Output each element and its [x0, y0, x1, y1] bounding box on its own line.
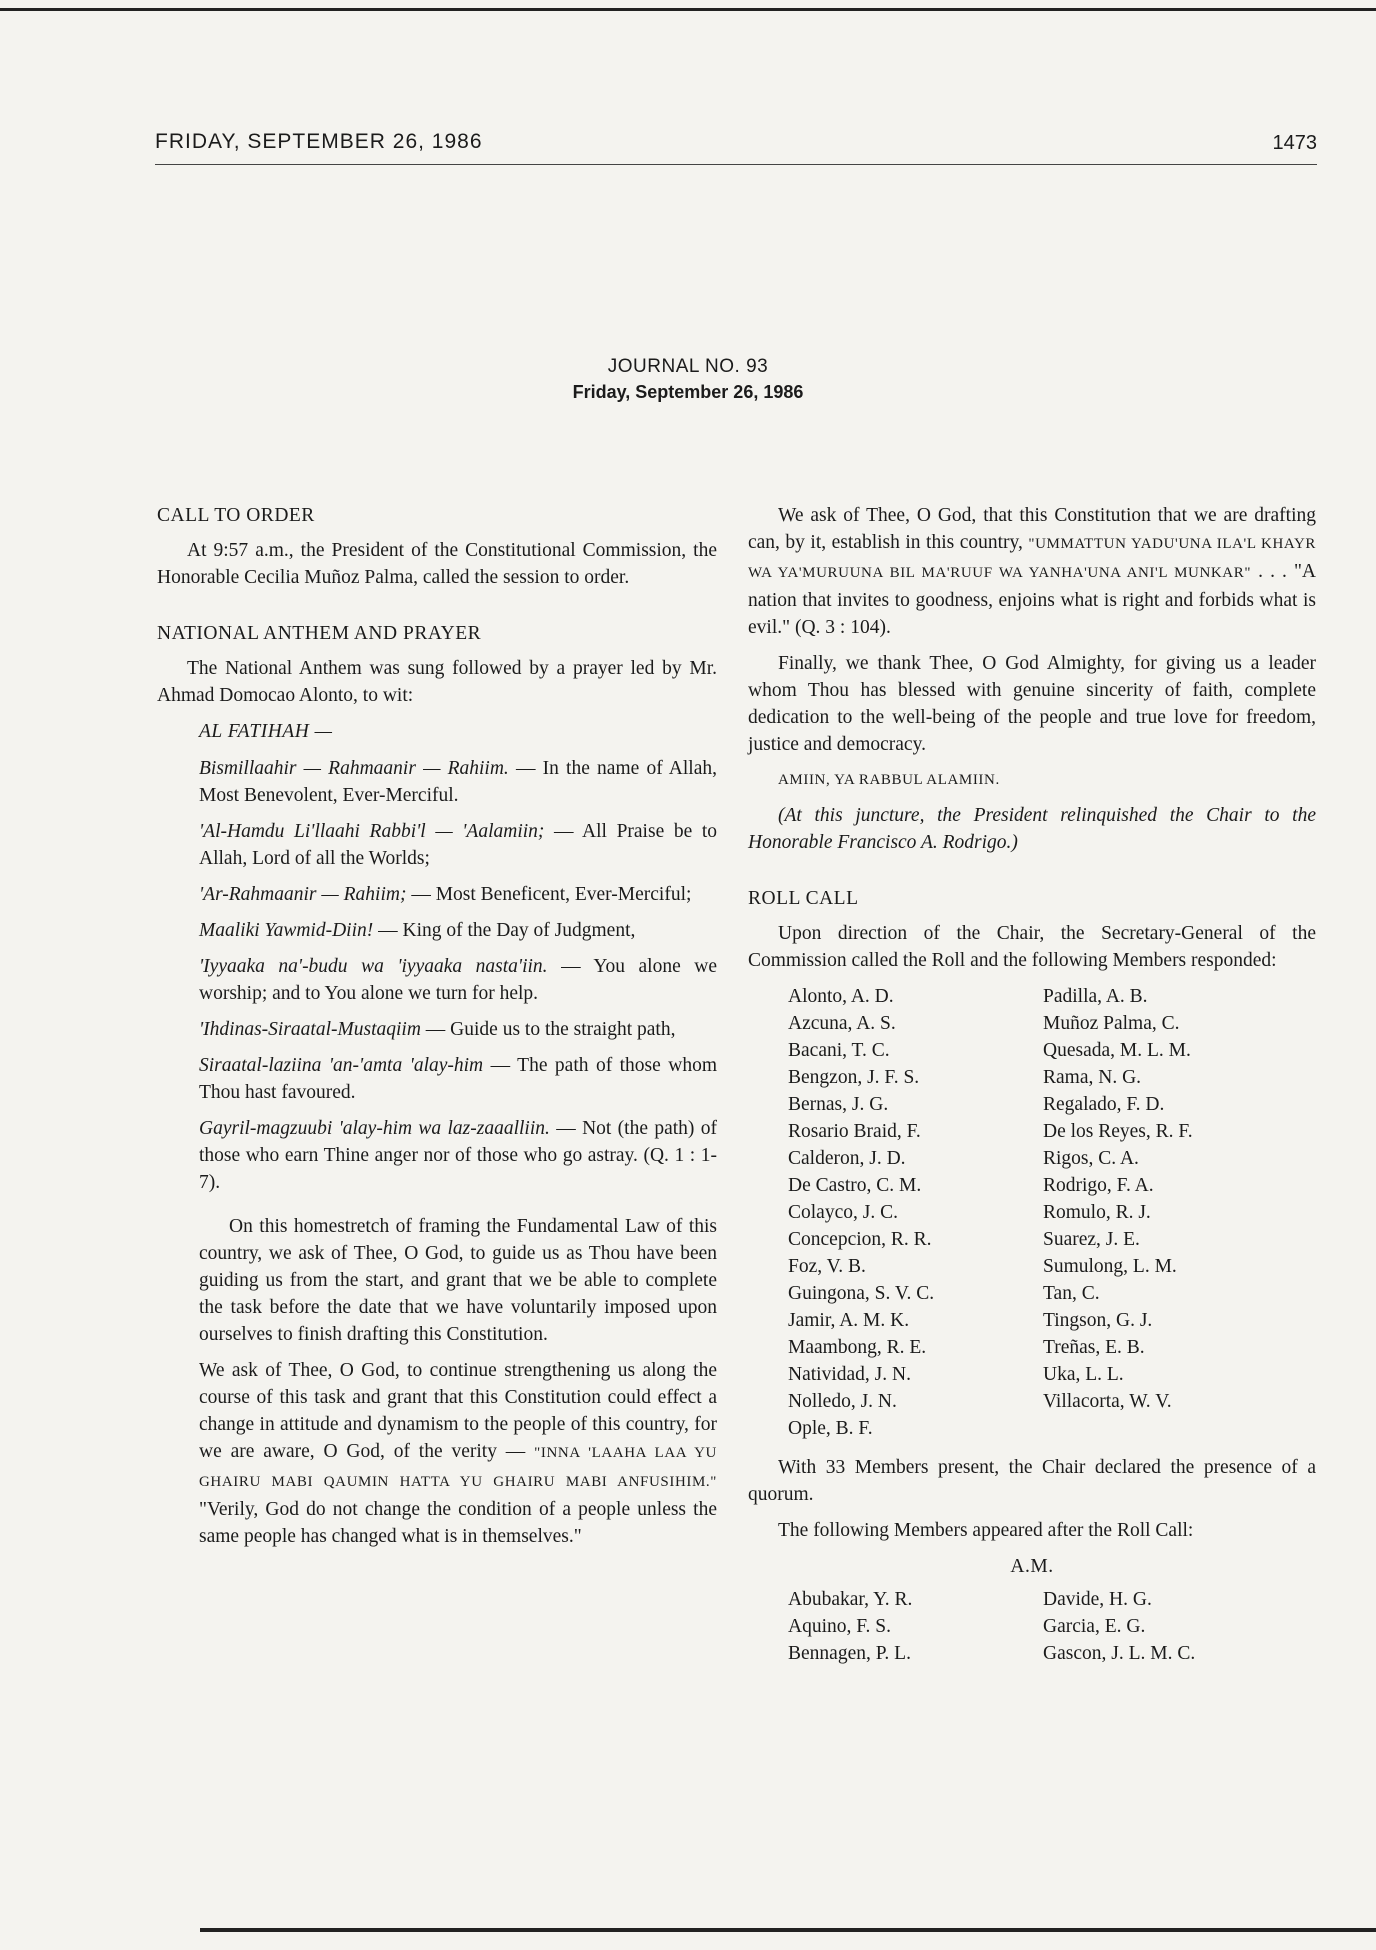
- bottom-rule: [200, 1928, 1376, 1932]
- member-name: Aquino, F. S.: [788, 1616, 892, 1637]
- prayer-paragraph: We ask of Thee, O God, to continue strengthening us along the course of this task and grant that this Constitution could effect a change in attitude and dynamism to the people of this country, for we are aware, O God, of the verity — "INNA 'LAAHA LAA YU GHAIRU MABI QAUMIN HATTA YU GHAIRU MABI ANFUSIHIM." "Verily, God do not change the condition of a people unless the same people has changed what is in themselves.": [199, 1360, 717, 1547]
- member-name: Tingson, G. J.: [1043, 1310, 1153, 1331]
- verse: Bismillaahir — Rahmaanir — Rahiim. — In the name of Allah, Most Benevolent, Ever-Merciful.: [199, 758, 717, 806]
- page-number: 1473: [1272, 132, 1317, 154]
- member-name: Abubakar, Y. R.: [788, 1589, 913, 1610]
- member-name: Rosario Braid, F.: [788, 1121, 921, 1142]
- members-column-2: [1043, 983, 1298, 1442]
- verse: 'Al-Hamdu Li'llaahi Rabbi'l — 'Aalamiin; — All Praise be to Allah, Lord of all the Worlds;: [199, 821, 717, 869]
- late-members-column-2: [1043, 1586, 1298, 1667]
- quorum-text: With 33 Members present, the Chair declared the presence of a quorum.: [748, 1457, 1316, 1505]
- member-name: Uka, L. L.: [1043, 1364, 1124, 1385]
- fatihah-title: AL FATIHAH —: [199, 721, 333, 742]
- member-name: Jamir, A. M. K.: [788, 1310, 910, 1331]
- am-heading: A.M.: [1010, 1556, 1054, 1577]
- member-name: Bennagen, P. L.: [788, 1643, 911, 1664]
- member-name: Villacorta, W. V.: [1043, 1391, 1172, 1412]
- member-name: Treñas, E. B.: [1043, 1337, 1145, 1358]
- member-name: Calderon, J. D.: [788, 1148, 906, 1169]
- member-name: Tan, C.: [1043, 1283, 1100, 1304]
- anthem-intro: The National Anthem was sung followed by a prayer led by Mr. Ahmad Domocao Alonto, to wit:: [157, 658, 717, 706]
- member-name: Foz, V. B.: [788, 1256, 866, 1277]
- roll-call-heading: ROLL CALL: [748, 888, 859, 909]
- member-name: Bernas, J. G.: [788, 1094, 889, 1115]
- call-to-order-heading: CALL TO ORDER: [157, 505, 315, 526]
- verse: Siraatal-laziina 'an-'amta 'alay-him — The path of those whom Thou hast favoured.: [199, 1055, 717, 1103]
- member-name: Alonto, A. D.: [788, 986, 894, 1007]
- top-rule: [0, 8, 1376, 11]
- member-name: Azcuna, A. S.: [788, 1013, 896, 1034]
- verse: Gayril-magzuubi 'alay-him wa laz-zaaalliin. — Not (the path) of those who earn Thine anger nor of those who go astray. (Q. 1 : 1-7).: [199, 1118, 717, 1193]
- anthem-heading: NATIONAL ANTHEM AND PRAYER: [157, 623, 482, 644]
- member-name: Maambong, R. E.: [788, 1337, 927, 1358]
- member-name: Concepcion, R. R.: [788, 1229, 932, 1250]
- member-name: Davide, H. G.: [1043, 1589, 1152, 1610]
- right-column: [748, 502, 1316, 1679]
- member-name: Bengzon, J. F. S.: [788, 1067, 920, 1088]
- member-name: Sumulong, L. M.: [1043, 1256, 1177, 1277]
- member-name: Rama, N. G.: [1043, 1067, 1142, 1088]
- member-name: Ople, B. F.: [788, 1418, 873, 1439]
- journal-number: JOURNAL NO. 93: [607, 356, 769, 377]
- running-header: [155, 130, 1317, 165]
- call-to-order-text: At 9:57 a.m., the President of the Constitutional Commission, the Honorable Cecilia Muñoz Palma, called the session to order.: [157, 540, 717, 588]
- member-name: Regalado, F. D.: [1043, 1094, 1165, 1115]
- member-name: De Castro, C. M.: [788, 1175, 922, 1196]
- member-name: Rigos, C. A.: [1043, 1148, 1139, 1169]
- prayer-paragraph: On this homestretch of framing the Fundamental Law of this country, we ask of Thee, O God, to guide us as Thou have been guiding us from the start, and grant that we be able to complete the task before the date that we have voluntarily imposed upon ourselves to finish drafting this Constitution.: [199, 1216, 717, 1345]
- late-members-column-1: [788, 1586, 1043, 1667]
- members-column-1: [788, 983, 1043, 1442]
- prayer-closing: AMIIN, YA RABBUL ALAMIIN.: [778, 772, 1000, 788]
- late-members: [788, 1586, 1316, 1667]
- member-name: Rodrigo, F. A.: [1043, 1175, 1154, 1196]
- verse: 'Ihdinas-Siraatal-Mustaqiim — Guide us to the straight path,: [199, 1019, 676, 1040]
- member-name: Bacani, T. C.: [788, 1040, 890, 1061]
- prayer-paragraph: We ask of Thee, O God, that this Constitution that we are drafting can, by it, establish in this country, "UMMATTUN YADU'UNA ILA'L KHAYR WA YA'MURUUNA BIL MA'RUUF WA YANHA'UNA ANI'L MUNKAR" . . . "A nation that invites to goodness, enjoins what is right and forbids what is evil." (Q. 3 : 104).: [748, 505, 1317, 638]
- member-name: Nolledo, J. N.: [788, 1391, 897, 1412]
- roll-call-members: [788, 983, 1316, 1442]
- member-name: Muñoz Palma, C.: [1043, 1013, 1180, 1034]
- prayer-paragraph: Finally, we thank Thee, O God Almighty, for giving us a leader whom Thou has blessed with genuine sincerity of faith, complete dedication to the well-being of the people and true love for freedom, justice and democracy.: [748, 653, 1316, 755]
- member-name: Padilla, A. B.: [1043, 986, 1148, 1007]
- member-name: Quesada, M. L. M.: [1043, 1040, 1191, 1061]
- member-name: Romulo, R. J.: [1043, 1202, 1151, 1223]
- roll-call-intro: Upon direction of the Chair, the Secretary-General of the Commission called the Roll and the following Members responded:: [748, 923, 1316, 971]
- member-name: Suarez, J. E.: [1043, 1229, 1140, 1250]
- member-name: De los Reyes, R. F.: [1043, 1121, 1193, 1142]
- left-column: [157, 502, 717, 1559]
- after-roll-intro: The following Members appeared after the Roll Call:: [778, 1520, 1194, 1541]
- member-name: Natividad, J. N.: [788, 1364, 911, 1385]
- verse: 'Iyyaaka na'-budu wa 'iyyaaka nasta'iin. — You alone we worship; and to You alone we turn for help.: [199, 956, 717, 1004]
- header-date: FRIDAY, SEPTEMBER 26, 1986: [155, 130, 483, 153]
- member-name: Guingona, S. V. C.: [788, 1283, 935, 1304]
- journal-date: Friday, September 26, 1986: [572, 382, 804, 402]
- verse: 'Ar-Rahmaanir — Rahiim; — Most Beneficent, Ever-Merciful;: [199, 884, 692, 905]
- member-name: Colayco, J. C.: [788, 1202, 898, 1223]
- fatihah-verses: [199, 755, 717, 1550]
- verse: Maaliki Yawmid-Diin! — King of the Day of Judgment,: [199, 920, 636, 941]
- juncture-note: (At this juncture, the President relinquished the Chair to the Honorable Francisco A. Rodrigo.): [748, 805, 1316, 853]
- member-name: Gascon, J. L. M. C.: [1043, 1643, 1196, 1664]
- member-name: Garcia, E. G.: [1043, 1616, 1146, 1637]
